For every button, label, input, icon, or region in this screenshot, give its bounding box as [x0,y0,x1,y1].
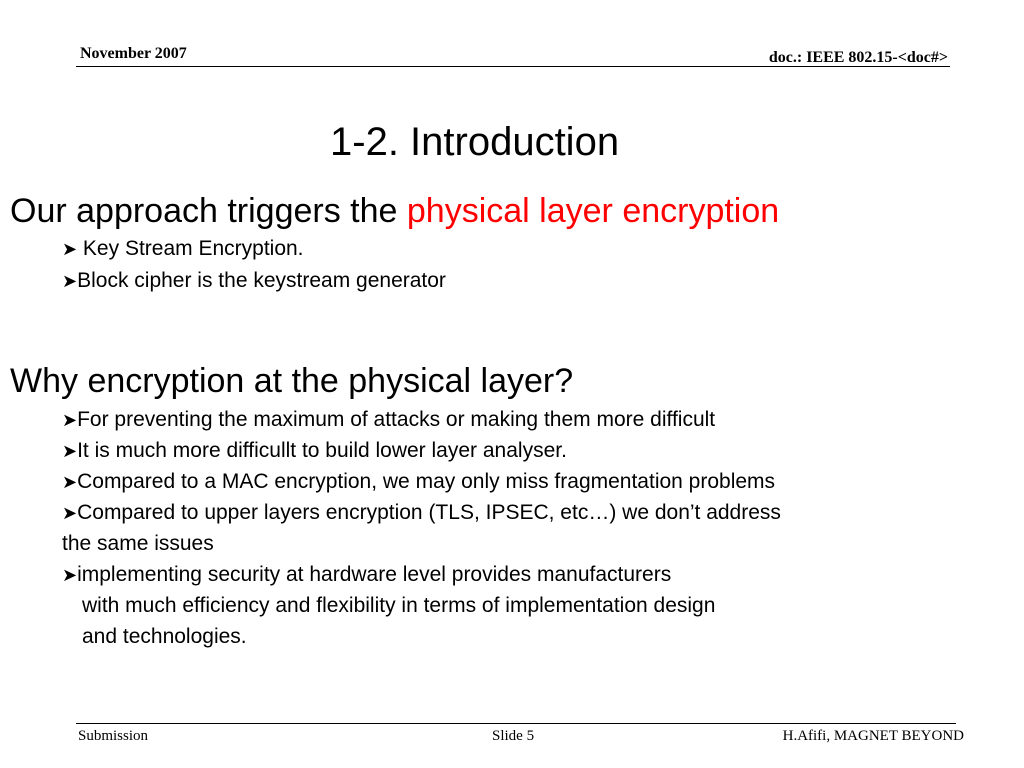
list-item [62,269,446,293]
slide-title: 1-2. Introduction [330,120,620,164]
footer-author: H.Afifi, MAGNET BEYOND [782,728,964,744]
list-item [62,439,567,463]
bullet-text: For preventing the maximum of attacks or making them more difficult [77,408,716,431]
bullet-text: Block cipher is the keystream generator [77,269,446,292]
arrow-bullet-icon: ➤ [62,441,78,461]
arrow-bullet-icon: ➤ [62,271,78,291]
list-item [62,408,715,432]
arrow-bullet-icon: ➤ [62,239,78,259]
section1-heading-prefix: Our approach triggers the [10,192,407,230]
list-item [62,563,671,587]
footer-divider [76,723,956,724]
arrow-bullet-icon: ➤ [62,472,78,492]
bullet-text: Compared to upper layers encryption (TLS, IPSEC, etc…) we don’t address [77,501,781,524]
section1-heading [10,192,779,231]
arrow-bullet-icon: ➤ [62,410,78,430]
section1-heading-highlight: physical layer encryption [406,192,780,230]
header-doc-id: doc.: IEEE 802.15-<doc#> [768,49,948,66]
header-date: November 2007 [80,45,187,62]
bullet-text: It is much more difficullt to build lower layer analyser. [77,439,567,462]
list-item [62,501,781,525]
header-divider [76,66,950,67]
footer-submission: Submission [78,728,149,744]
bullet-continuation: and technologies. [82,625,247,648]
bullet-text: Key Stream Encryption. [77,237,304,260]
arrow-bullet-icon: ➤ [62,503,78,523]
list-item [62,470,775,494]
list-item [62,237,304,261]
footer-slide-number: Slide 5 [492,728,535,744]
section2-heading: Why encryption at the physical layer? [10,362,574,400]
bullet-text: implementing security at hardware level provides manufacturers [77,563,672,586]
bullet-text: Compared to a MAC encryption, we may only miss fragmentation problems [77,470,776,493]
bullet-continuation: with much efficiency and flexibility in terms of implementation design [82,594,716,617]
arrow-bullet-icon: ➤ [62,565,78,585]
bullet-continuation: the same issues [62,532,214,555]
